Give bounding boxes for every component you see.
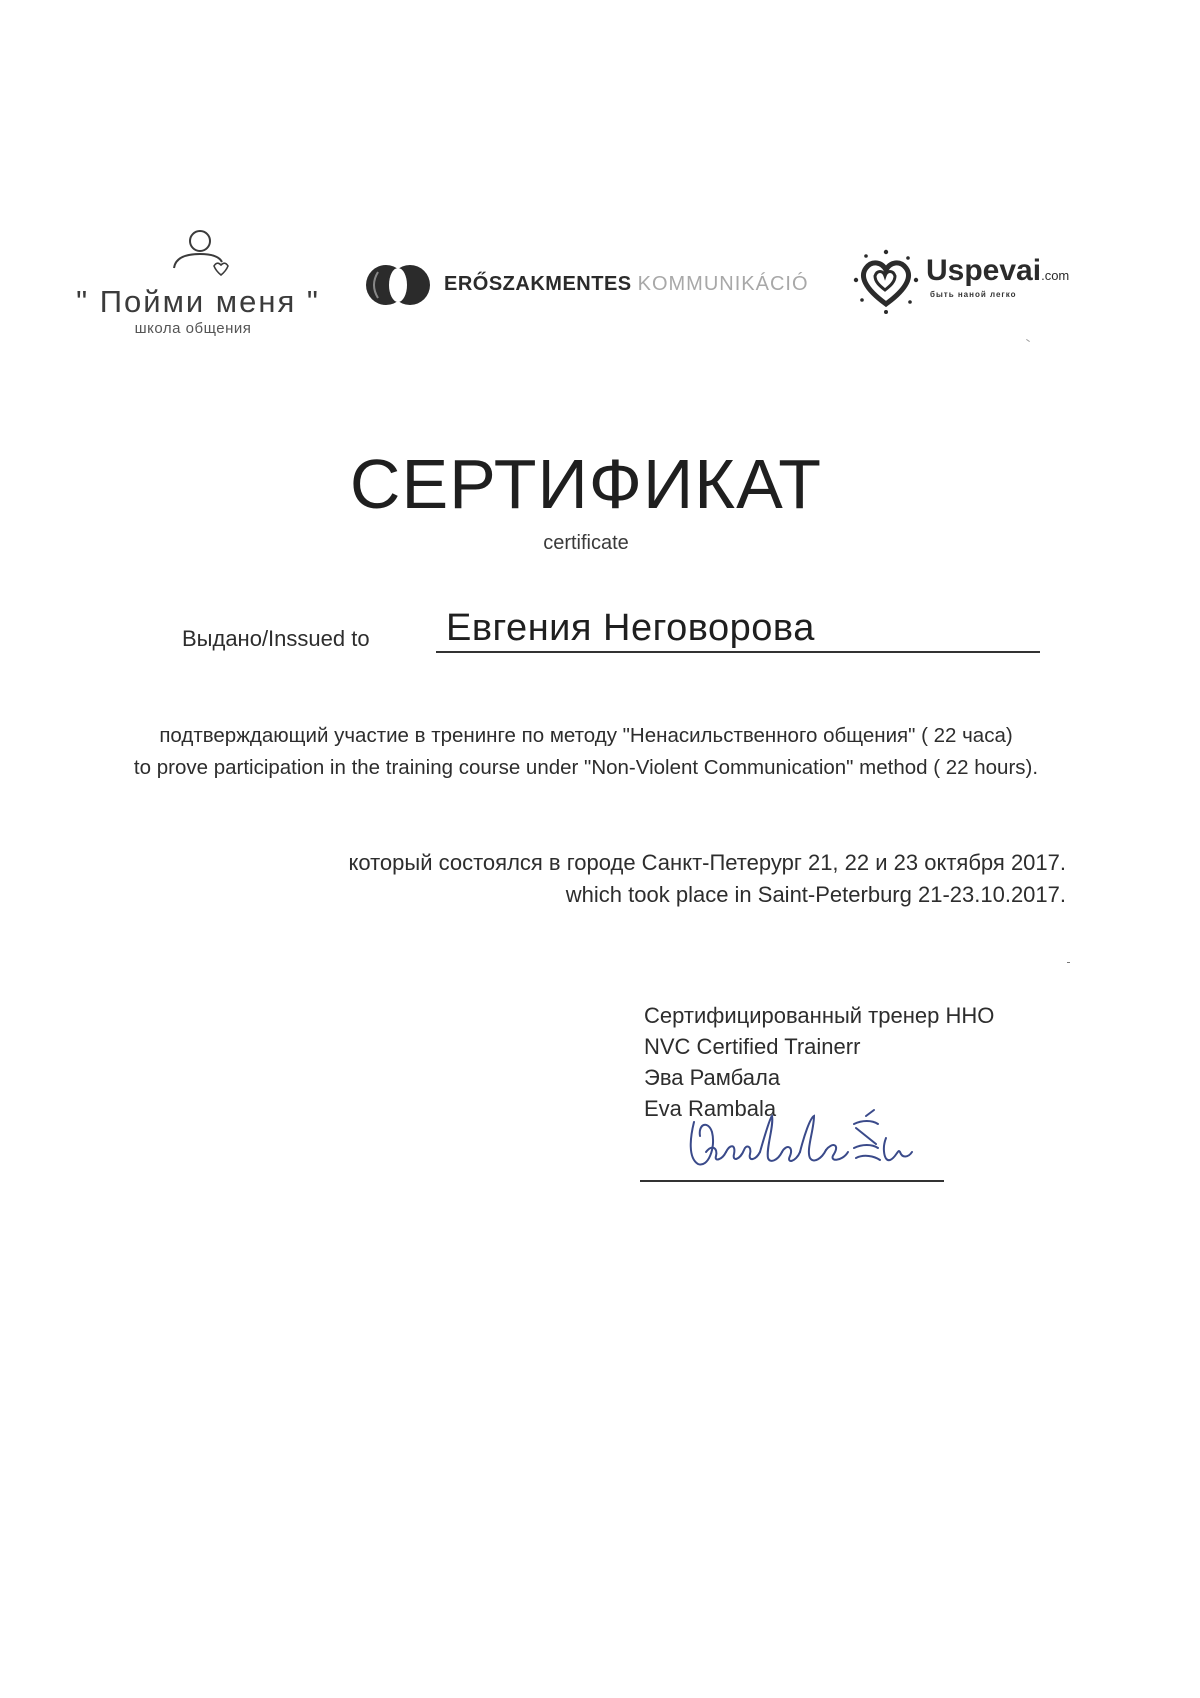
signature-underline bbox=[640, 1180, 944, 1182]
trainer-name-ru: Эва Рамбала bbox=[644, 1065, 781, 1090]
logo-word-kommunikacio: KOMMUNIKÁCIÓ bbox=[637, 273, 809, 295]
circles-logo-icon bbox=[364, 262, 438, 308]
trainer-signature bbox=[686, 1108, 916, 1178]
certificate-title: СЕРТИФИКАТ bbox=[349, 445, 823, 523]
logo-pojmi-subtitle: школа общения bbox=[134, 320, 252, 337]
name-underline bbox=[436, 651, 1040, 653]
logo-uspevai-tld: .com bbox=[1041, 268, 1070, 283]
trainer-block bbox=[644, 1000, 994, 1124]
logo-uspevai bbox=[850, 246, 1090, 316]
heart-logo-icon bbox=[850, 246, 926, 316]
logo-uspevai-tagline: быть наной легко bbox=[930, 290, 1017, 299]
purpose-text-ru: подтверждающий участие в тренинге по методу "Ненасильственного общения" ( 22 часа) bbox=[159, 724, 1013, 747]
person-heart-icon bbox=[162, 228, 232, 282]
logo-eroszakmentes bbox=[364, 262, 824, 312]
trainer-role-en: NVC Certified Trainerr bbox=[644, 1034, 861, 1059]
logo-uspevai-brand bbox=[926, 254, 1069, 288]
logo-word-eroszakmentes: ERŐSZAKMENTES bbox=[444, 273, 632, 295]
logo-eroszakmentes-text bbox=[444, 273, 809, 296]
trainer-role-ru: Сертифицированный тренер ННО bbox=[644, 1003, 995, 1028]
place-date-text-en: which took place in Saint-Peterburg 21-23.10.2017. bbox=[565, 882, 1066, 907]
recipient-name: Евгения Неговорова bbox=[446, 607, 815, 649]
certificate-subtitle: certificate bbox=[543, 532, 629, 554]
logo-uspevai-name: Uspevai bbox=[926, 254, 1042, 287]
scan-speck bbox=[1067, 962, 1070, 963]
logo-pojmi-menya bbox=[58, 228, 338, 338]
trainer-name-en: Eva Rambala bbox=[644, 1096, 777, 1121]
place-date-text-ru: который состоялся в городе Санкт-Петерург 21, 22 и 23 октября 2017. bbox=[348, 850, 1066, 875]
purpose-text-en: to prove participation in the training course under "Non-Violent Communication" method ( 22 hours). bbox=[133, 756, 1039, 779]
issued-to-label: Выдано/Inssued to bbox=[182, 626, 370, 651]
logo-pojmi-title: " Пойми меня " bbox=[76, 284, 320, 319]
scan-speck bbox=[1026, 339, 1030, 342]
